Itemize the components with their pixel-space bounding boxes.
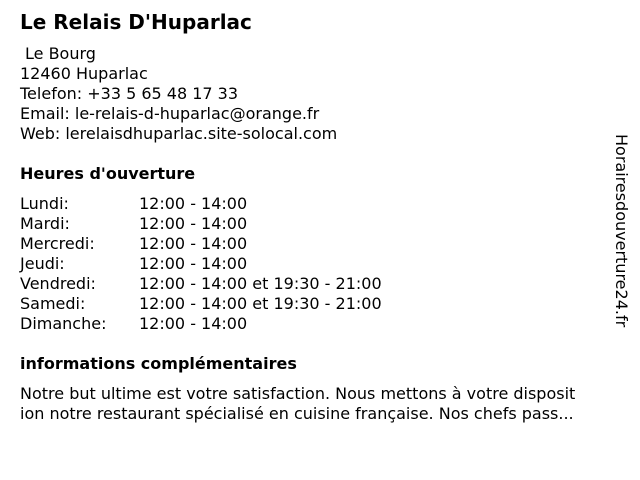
time-range: 12:00 - 14:00 (139, 254, 248, 273)
email-address: Email: le-relais-d-huparlac@orange.fr (20, 104, 320, 123)
time-range: 12:00 - 14:00 (139, 314, 248, 333)
hours-row-sunday (20, 314, 382, 334)
additional-info-text (20, 384, 620, 424)
time-range: 12:00 - 14:00 et 19:30 - 21:00 (139, 294, 382, 313)
business-name: Le Relais D'Huparlac (20, 10, 252, 34)
hours-row-tuesday (20, 214, 382, 234)
time-range: 12:00 - 14:00 (139, 234, 248, 253)
hours-row-monday (20, 194, 382, 214)
hours-row-thursday (20, 254, 382, 274)
description-line: Notre but ultime est votre satisfaction. Nous mettons à votre disposit (20, 384, 576, 403)
hours-row-saturday (20, 294, 382, 314)
hours-row-wednesday (20, 234, 382, 254)
day-label: Lundi: (20, 194, 69, 213)
day-label: Samedi: (20, 294, 86, 313)
additional-info-heading: informations complémentaires (20, 354, 297, 373)
site-watermark: Horairesdouverture24.fr (612, 134, 631, 328)
day-label: Mercredi: (20, 234, 95, 253)
day-label: Dimanche: (20, 314, 107, 333)
opening-hours-table (20, 194, 382, 334)
time-range: 12:00 - 14:00 (139, 194, 248, 213)
contact-block (20, 44, 337, 144)
opening-hours-heading: Heures d'ouverture (20, 164, 196, 183)
hours-row-friday (20, 274, 382, 294)
website-address: Web: lerelaisdhuparlac.site-solocal.com (20, 124, 338, 143)
day-label: Vendredi: (20, 274, 96, 293)
street-address: Le Bourg (25, 44, 96, 63)
time-range: 12:00 - 14:00 et 19:30 - 21:00 (139, 274, 382, 293)
postal-city: 12460 Huparlac (20, 64, 148, 83)
description-line: ion notre restaurant spécialisé en cuisine française. Nos chefs pass... (20, 404, 574, 423)
time-range: 12:00 - 14:00 (139, 214, 248, 233)
day-label: Mardi: (20, 214, 70, 233)
day-label: Jeudi: (20, 254, 65, 273)
phone-number: Telefon: +33 5 65 48 17 33 (20, 84, 239, 103)
